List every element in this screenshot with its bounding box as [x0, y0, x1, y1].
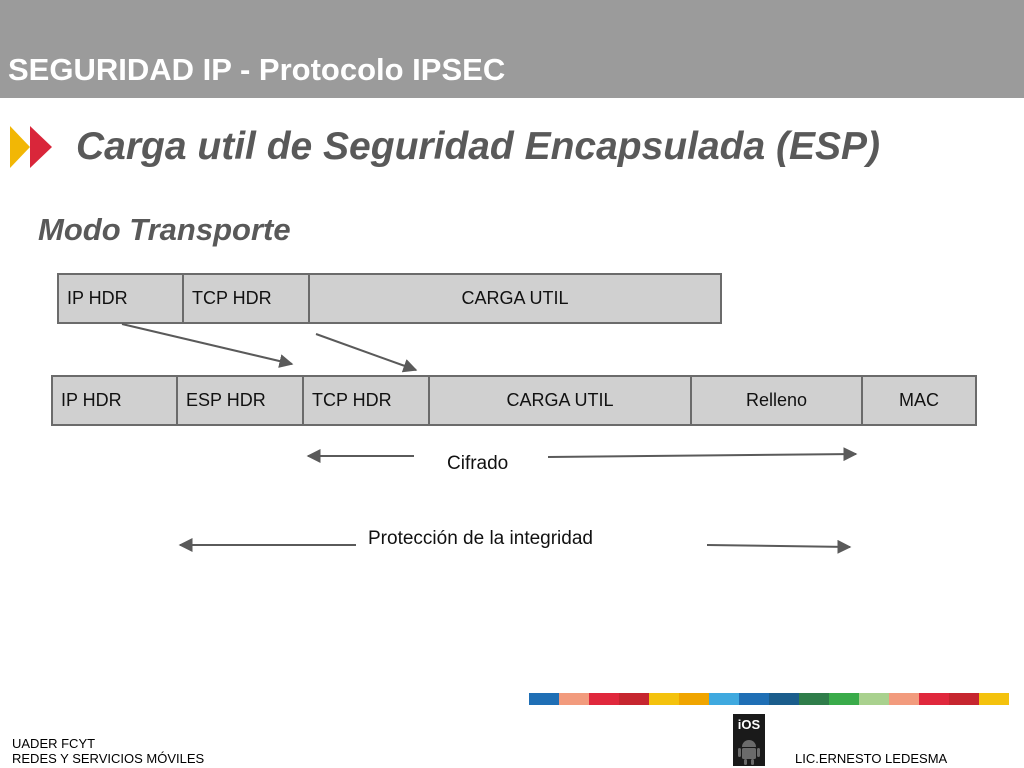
integrity-range-label: Protección de la integridad	[368, 528, 593, 549]
slide-title: Carga util de Seguridad Encapsulada (ESP)	[76, 125, 881, 168]
footer-organization	[12, 736, 204, 766]
color-stripe-segment	[889, 693, 919, 705]
esp-field-tcp-hdr: TCP HDR	[304, 375, 430, 426]
arrow-integrity-right	[707, 545, 850, 547]
arrow-encrypted-right	[548, 454, 856, 457]
esp-field-esp-hdr: ESP HDR	[178, 375, 304, 426]
footer-author: LIC.ERNESTO LEDESMA	[795, 751, 948, 766]
color-stripe-segment	[619, 693, 649, 705]
arrow-tcp-hdr-shift	[316, 334, 416, 370]
ios-android-logo-icon	[733, 714, 765, 766]
decorative-color-stripe	[529, 693, 1009, 705]
color-stripe-segment	[979, 693, 1009, 705]
color-stripe-segment	[919, 693, 949, 705]
esp-field-mac: MAC	[863, 375, 977, 426]
color-stripe-segment	[649, 693, 679, 705]
footer-org-line2: REDES Y SERVICIOS MÓVILES	[12, 751, 205, 766]
esp-field-padding: Relleno	[692, 375, 863, 426]
color-stripe-segment	[949, 693, 979, 705]
color-stripe-segment	[709, 693, 739, 705]
arrow-ip-hdr-to-esp	[122, 324, 292, 364]
color-stripe-segment	[559, 693, 589, 705]
packet-field-tcp-hdr: TCP HDR	[184, 273, 310, 324]
encrypted-range-label: Cifrado	[447, 453, 509, 474]
color-stripe-segment	[679, 693, 709, 705]
color-stripe-segment	[829, 693, 859, 705]
esp-field-ip-hdr: IP HDR	[51, 375, 178, 426]
packet-field-payload: CARGA UTIL	[310, 273, 722, 324]
packet-field-ip-hdr: IP HDR	[57, 273, 184, 324]
color-stripe-segment	[859, 693, 889, 705]
esp-field-payload: CARGA UTIL	[430, 375, 692, 426]
section-subtitle: Modo Transporte	[38, 212, 291, 247]
color-stripe-segment	[739, 693, 769, 705]
footer-org-line1: UADER FCYT	[12, 736, 96, 751]
color-stripe-segment	[799, 693, 829, 705]
presentation-title: SEGURIDAD IP - Protocolo IPSEC	[8, 52, 506, 87]
color-stripe-segment	[589, 693, 619, 705]
logo-text: iOS	[737, 717, 761, 732]
color-stripe-segment	[769, 693, 799, 705]
color-stripe-segment	[529, 693, 559, 705]
